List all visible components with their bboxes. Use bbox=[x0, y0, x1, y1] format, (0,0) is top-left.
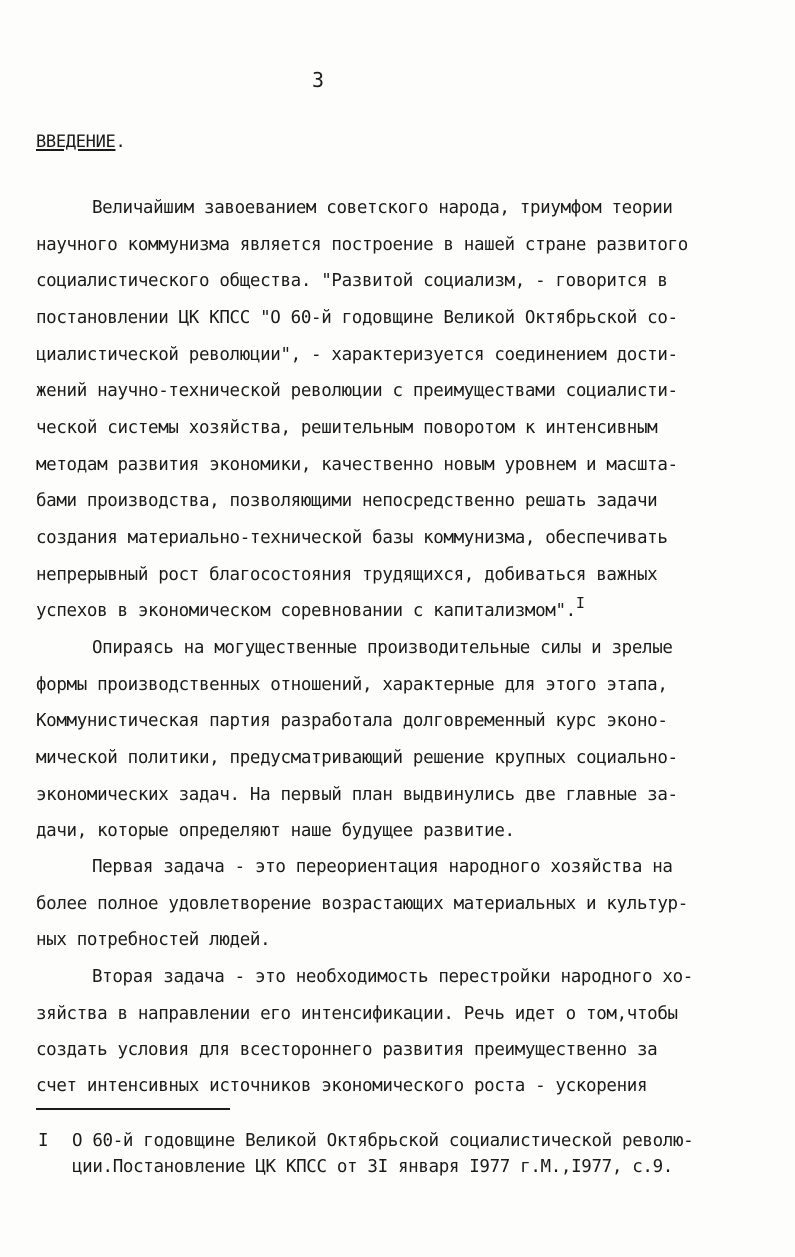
paragraph-line: ческой системы хозяйства, решительным поворотом к интенсивным bbox=[36, 418, 658, 438]
footnote-text-line: ции.Постановление ЦК КПСС от 3I января I977 г.М.,I977, с.9. bbox=[72, 1157, 673, 1177]
paragraph-line: научного коммунизма является построение в нашей стране развитого bbox=[36, 235, 688, 255]
paragraph-line: Опираясь на могущественные производительные силы и зрелые bbox=[92, 638, 673, 658]
footnote-divider bbox=[36, 1108, 230, 1110]
paragraph-line: создать условия для всестороннего развития преимущественно за bbox=[36, 1040, 658, 1060]
section-heading bbox=[36, 132, 125, 152]
paragraph-line: жений научно-технической революции с преимуществами социалисти- bbox=[36, 381, 678, 401]
section-heading-text: ВВЕДЕНИЕ bbox=[36, 132, 116, 152]
paragraph-line: дачи, которые определяют наше будущее развитие. bbox=[36, 821, 515, 841]
paragraph-line-with-footnote bbox=[36, 594, 585, 621]
paragraph-line: создания материально-технической базы коммунизма, обеспечивать bbox=[36, 528, 668, 548]
paragraph-line: более полное удовлетворение возрастающих материальных и культур- bbox=[36, 894, 688, 914]
paragraph-line: Вторая задача - это необходимость перестройки народного хо- bbox=[92, 967, 693, 987]
footnote-marker: I bbox=[38, 1131, 49, 1151]
section-heading-period: . bbox=[115, 132, 126, 152]
paragraph-line-text: успехов в экономическом соревновании с капитализмом". bbox=[36, 601, 576, 621]
paragraph-line: Величайшим завоеванием советского народа, триумфом теории bbox=[92, 198, 673, 218]
footnote-text-line: О 60-й годовщине Великой Октябрьской социалистической револю- bbox=[72, 1131, 694, 1151]
paragraph-line: циалистической революции", - характеризуется соединением дости- bbox=[36, 345, 678, 365]
paragraph-line: счет интенсивных источников экономического роста - ускорения bbox=[36, 1076, 648, 1096]
paragraph-line: мической политики, предусматривающий решение крупных социально- bbox=[36, 748, 678, 768]
paragraph-line: ных потребностей людей. bbox=[36, 930, 271, 950]
paragraph-line: экономических задач. На первый план выдвинулись две главные за- bbox=[36, 785, 678, 805]
paragraph-line: социалистического общества. "Развитой социализм, - говорится в bbox=[36, 271, 668, 291]
paragraph-line: бами производства, позволяющими непосредственно решать задачи bbox=[36, 491, 658, 511]
paragraph-line: Первая задача - это переориентация народного хозяйства на bbox=[92, 857, 673, 877]
page-number: 3 bbox=[312, 68, 325, 92]
paragraph-line: методам развития экономики, качественно новым уровнем и масшта- bbox=[36, 455, 678, 475]
footnote-reference: I bbox=[575, 594, 585, 612]
paragraph-line: Коммунистическая партия разработала долговременный курс эконо- bbox=[36, 711, 668, 731]
paragraph-line: формы производственных отношений, характерные для этого этапа, bbox=[36, 675, 668, 695]
paragraph-line: непрерывный рост благосостояния трудящихся, добиваться важных bbox=[36, 565, 658, 585]
paragraph-line: зяйства в направлении его интенсификации. Речь идет о том,чтобы bbox=[36, 1004, 678, 1024]
paragraph-line: постановлении ЦК КПСС "О 60-й годовщине Великой Октябрьской со- bbox=[36, 308, 678, 328]
